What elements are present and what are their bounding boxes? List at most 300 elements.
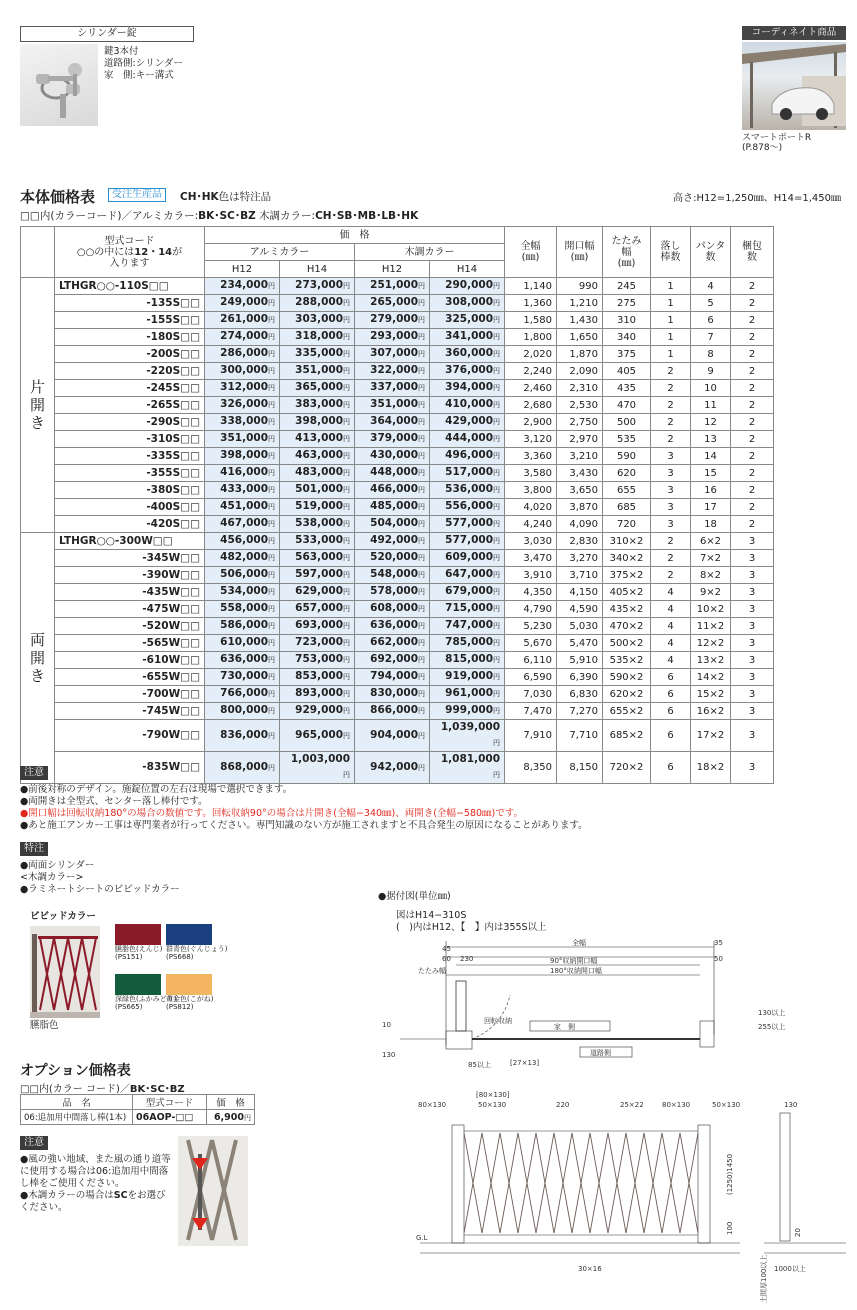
- price-cell: 504,000円: [355, 516, 430, 533]
- price-cell: 610,000円: [205, 635, 280, 652]
- caution-notes: [20, 784, 588, 832]
- price-cell: 265,000円: [355, 295, 430, 312]
- option-note-2-pre: ●木調カラーの場合は: [20, 1190, 114, 1201]
- spec-cell: 1,430: [557, 312, 603, 329]
- price-cell: 466,000円: [355, 482, 430, 499]
- spec-cell: 2: [731, 346, 774, 363]
- price-cell: 293,000円: [355, 329, 430, 346]
- price-cell: 636,000円: [205, 652, 280, 669]
- spec-cell: 3,580: [505, 465, 557, 482]
- special-color-note: [180, 189, 271, 204]
- price-cell: 416,000円: [205, 465, 280, 482]
- spec-cell: 3: [731, 567, 774, 584]
- model-header-text: 型式コード: [104, 235, 155, 247]
- model-code-cell: -420S□□: [55, 516, 205, 533]
- table-row: [21, 329, 774, 346]
- price-cell: 647,000円: [430, 567, 505, 584]
- spec-cell: 2: [731, 312, 774, 329]
- spec-cell: 2: [731, 295, 774, 312]
- spec-cell: 2: [731, 448, 774, 465]
- dim-25x22: 25×22: [620, 1101, 644, 1109]
- table-row: [21, 635, 774, 652]
- spec-cell: 3,870: [557, 499, 603, 516]
- price-cell: 300,000円: [205, 363, 280, 380]
- dim-1000: 1000以上: [774, 1265, 806, 1273]
- spec-cell: 9: [691, 363, 731, 380]
- price-cell: 429,000円: [430, 414, 505, 431]
- option-color-line: [20, 1080, 185, 1095]
- model-header-note-4: 入ります: [109, 257, 150, 269]
- spec-cell: 3: [731, 635, 774, 652]
- model-code-cell: -610W□□: [55, 652, 205, 669]
- swatch-3-name: 深緑色(ふかみどり): [115, 995, 177, 1003]
- carport-photo: [742, 42, 846, 130]
- swatch-4: [166, 974, 213, 1011]
- spec-cell: 2,530: [557, 397, 603, 414]
- wood-h14-header: H14: [430, 261, 505, 278]
- spec-cell: 1: [651, 346, 691, 363]
- spec-cell: 3,270: [557, 550, 603, 567]
- spec-cell: 3: [731, 703, 774, 720]
- model-code-cell: -245S□□: [55, 380, 205, 397]
- price-cell: 965,000円: [280, 720, 355, 752]
- spec-cell: 1,580: [505, 312, 557, 329]
- table-row: [21, 669, 774, 686]
- price-cell: 360,000円: [430, 346, 505, 363]
- spec-cell: 4: [651, 584, 691, 601]
- price-cell: 273,000円: [280, 278, 355, 295]
- price-cell: 800,000円: [205, 703, 280, 720]
- price-cell: 467,000円: [205, 516, 280, 533]
- spec-cell: 2: [731, 414, 774, 431]
- spec-cell: 10: [691, 380, 731, 397]
- price-cell: 322,000円: [355, 363, 430, 380]
- swatch-3-color: [115, 974, 161, 995]
- spec-cell: 2,750: [557, 414, 603, 431]
- panta-header-text-2: 数: [705, 252, 716, 263]
- spec-cell: 11×2: [691, 618, 731, 635]
- spec-cell: 10×2: [691, 601, 731, 618]
- color-line-mid: 木調カラー:: [255, 210, 316, 222]
- made-to-order-badge: 受注生産品: [108, 188, 166, 202]
- spec-cell: 500: [603, 414, 651, 431]
- note-3: ●開口幅は回転収納180°の場合の数値です。回転収納90°の場合は片開き(全幅−340㎜)、両開き(全幅−580㎜)です。: [20, 808, 524, 819]
- table-row: [21, 431, 774, 448]
- spec-cell: 2: [651, 567, 691, 584]
- lattice-pattern: [464, 1133, 698, 1233]
- spec-cell: 14: [691, 448, 731, 465]
- price-cell: 448,000円: [355, 465, 430, 482]
- model-code-cell: -335S□□: [55, 448, 205, 465]
- special-1: ●両面シリンダー: [20, 860, 95, 871]
- price-cell: 715,000円: [430, 601, 505, 618]
- open-header-text: 開口幅: [564, 241, 595, 252]
- option-caution-tag: 注意: [20, 1136, 48, 1150]
- spec-cell: 16: [691, 482, 731, 499]
- price-cell: 1,039,000円: [430, 720, 505, 752]
- table-row: [21, 346, 774, 363]
- dim-220: 220: [556, 1101, 570, 1109]
- group-single-swing: 片 開 き: [21, 278, 55, 533]
- spec-cell: 6,110: [505, 652, 557, 669]
- price-cell: 538,000円: [280, 516, 355, 533]
- spec-cell: 1,360: [505, 295, 557, 312]
- price-cell: 629,000円: [280, 584, 355, 601]
- model-code-cell: -380S□□: [55, 482, 205, 499]
- option-price: [207, 1110, 255, 1125]
- spec-cell: 15: [691, 465, 731, 482]
- price-cell: 394,000円: [430, 380, 505, 397]
- dim-60: 60: [442, 955, 451, 963]
- price-header: 価 格: [205, 227, 505, 244]
- spec-cell: 405: [603, 363, 651, 380]
- spec-cell: 1: [651, 295, 691, 312]
- model-code-cell: LTHGR○○-300W□□: [55, 533, 205, 550]
- spec-cell: 2: [731, 516, 774, 533]
- spec-cell: 3: [651, 499, 691, 516]
- price-cell: 337,000円: [355, 380, 430, 397]
- table-row: [21, 703, 774, 720]
- spec-cell: 2,830: [557, 533, 603, 550]
- special-order-tag: 特注: [20, 842, 48, 856]
- price-cell: 785,000円: [430, 635, 505, 652]
- dim-50: 50: [714, 955, 723, 963]
- vivid-color-title: ビビッドカラー: [30, 911, 96, 922]
- price-cell: 413,000円: [280, 431, 355, 448]
- price-cell: 577,000円: [430, 533, 505, 550]
- price-cell: 534,000円: [205, 584, 280, 601]
- spec-cell: 4: [691, 278, 731, 295]
- table-row: [21, 465, 774, 482]
- price-cell: 723,000円: [280, 635, 355, 652]
- label-rotation: 回転収納: [484, 1017, 512, 1025]
- option-color-codes: BK･SC･BZ: [129, 1084, 185, 1095]
- spec-cell: 6: [651, 686, 691, 703]
- price-cell: 365,000円: [280, 380, 355, 397]
- price-cell: 853,000円: [280, 669, 355, 686]
- table-row: [21, 584, 774, 601]
- price-cell: 1,081,000円: [430, 752, 505, 784]
- swatch-2-name: 群青色(ぐんじょう): [166, 945, 228, 953]
- spec-cell: 14×2: [691, 669, 731, 686]
- spec-cell: 1,870: [557, 346, 603, 363]
- dim-open-180: 180°収納開口幅: [550, 967, 602, 975]
- spec-cell: 7,470: [505, 703, 557, 720]
- option-code-header: 型式コード: [133, 1095, 207, 1110]
- open-header: [557, 227, 603, 278]
- price-cell: 234,000円: [205, 278, 280, 295]
- spec-cell: 535: [603, 431, 651, 448]
- double-swing-rows: [21, 533, 774, 784]
- dim-50x130-b: 50×130: [712, 1101, 741, 1109]
- spec-cell: 2: [731, 363, 774, 380]
- price-cell: 286,000円: [205, 346, 280, 363]
- height-note: 高さ:H12=1,250㎜、H14=1,450㎜: [673, 193, 841, 204]
- spec-cell: 17×2: [691, 720, 731, 752]
- spec-cell: 8×2: [691, 567, 731, 584]
- option-price-header: 価 格: [207, 1095, 255, 1110]
- price-cell: 261,000円: [205, 312, 280, 329]
- spec-cell: 3,710: [557, 567, 603, 584]
- price-cell: 506,000円: [205, 567, 280, 584]
- swatch-1: [115, 924, 162, 961]
- single-swing-rows: [21, 278, 774, 533]
- dim-bracket: [27×13]: [510, 1059, 540, 1067]
- cylinder-details: [104, 46, 183, 82]
- wood-header: 木調カラー: [355, 244, 505, 261]
- spec-cell: 500×2: [603, 635, 651, 652]
- price-cell: 536,000円: [430, 482, 505, 499]
- spec-cell: 3: [651, 516, 691, 533]
- pack-header-text: 梱包: [742, 241, 762, 252]
- dim-fold: たたみ幅: [418, 967, 446, 975]
- spec-cell: 310: [603, 312, 651, 329]
- price-cell: 351,000円: [355, 397, 430, 414]
- spec-cell: 5,230: [505, 618, 557, 635]
- price-cell: 548,000円: [355, 567, 430, 584]
- price-cell: 578,000円: [355, 584, 430, 601]
- width-header-text: 全幅: [520, 241, 541, 252]
- price-cell: 558,000円: [205, 601, 280, 618]
- option-note-2-code: SC: [113, 1190, 128, 1201]
- model-code-cell: -835W□□: [55, 752, 205, 784]
- spec-cell: 7,710: [557, 720, 603, 752]
- table-row: [21, 567, 774, 584]
- spec-cell: 2: [651, 533, 691, 550]
- dim-255: 255以上: [758, 1023, 786, 1031]
- pack-header: [731, 227, 774, 278]
- spec-cell: 340: [603, 329, 651, 346]
- drop-rod-photo: [178, 1136, 248, 1246]
- option-notes: [20, 1154, 172, 1214]
- spec-cell: 6,830: [557, 686, 603, 703]
- open-header-unit: (㎜): [570, 252, 589, 263]
- vivid-gate-photo: [30, 926, 100, 1018]
- spec-cell: 1,800: [505, 329, 557, 346]
- special-color-text: 色は特注品: [218, 191, 272, 203]
- option-table: [20, 1094, 255, 1125]
- spec-cell: 2: [731, 431, 774, 448]
- spec-cell: 590: [603, 448, 651, 465]
- spec-cell: 4: [651, 635, 691, 652]
- spec-cell: 7×2: [691, 550, 731, 567]
- spec-cell: 6: [651, 669, 691, 686]
- dim-30x16: 30×16: [578, 1265, 602, 1273]
- spec-cell: 2: [731, 465, 774, 482]
- spec-cell: 12×2: [691, 635, 731, 652]
- dim-130-left: 130: [382, 1051, 396, 1059]
- spec-cell: 2: [651, 414, 691, 431]
- spec-cell: 3: [731, 533, 774, 550]
- width-header: [505, 227, 557, 278]
- drawing-title: ●据付図(単位㎜): [378, 891, 451, 902]
- spec-cell: 470: [603, 397, 651, 414]
- price-cell: 609,000円: [430, 550, 505, 567]
- price-cell: 430,000円: [355, 448, 430, 465]
- spec-cell: 340×2: [603, 550, 651, 567]
- price-cell: 451,000円: [205, 499, 280, 516]
- spec-cell: 16×2: [691, 703, 731, 720]
- model-code-cell: -520W□□: [55, 618, 205, 635]
- price-cell: 836,000円: [205, 720, 280, 752]
- spec-cell: 18×2: [691, 752, 731, 784]
- spec-cell: 2: [731, 499, 774, 516]
- price-cell: 753,000円: [280, 652, 355, 669]
- price-cell: 679,000円: [430, 584, 505, 601]
- alu-colors: BK･SC･BZ: [198, 210, 256, 222]
- price-cell: 794,000円: [355, 669, 430, 686]
- fold-header-unit: (㎜): [617, 257, 636, 269]
- keys-icon: [20, 44, 98, 126]
- price-cell: 335,000円: [280, 346, 355, 363]
- cylinder-title: シリンダー錠: [20, 26, 194, 42]
- dim-35: 35: [714, 939, 723, 947]
- spec-cell: 1: [651, 312, 691, 329]
- coordinate-caption: [742, 133, 811, 153]
- spec-cell: 3: [731, 618, 774, 635]
- spec-cell: 3,210: [557, 448, 603, 465]
- price-cell: 351,000円: [280, 363, 355, 380]
- price-cell: 693,000円: [280, 618, 355, 635]
- model-code-cell: -435W□□: [55, 584, 205, 601]
- spec-cell: 2: [651, 397, 691, 414]
- spec-cell: 245: [603, 278, 651, 295]
- swatch-2: [166, 924, 227, 961]
- table-row: [21, 720, 774, 752]
- option-note-2: [20, 1190, 172, 1214]
- price-cell: 433,000円: [205, 482, 280, 499]
- model-header-note: [59, 247, 200, 258]
- price-cell: 517,000円: [430, 465, 505, 482]
- price-cell: 520,000円: [355, 550, 430, 567]
- model-header: [55, 227, 205, 278]
- spec-cell: 720×2: [603, 752, 651, 784]
- dim-80x130-bracket: [80×130]: [476, 1091, 510, 1099]
- table-row: [21, 380, 774, 397]
- spec-cell: 435×2: [603, 601, 651, 618]
- price-cell: 866,000円: [355, 703, 430, 720]
- drawing-sub-2: ( )内はH12、【 】内は355S以上: [396, 922, 547, 933]
- table-row: [21, 618, 774, 635]
- spec-cell: 3: [731, 584, 774, 601]
- spec-cell: 8,350: [505, 752, 557, 784]
- spec-cell: 3: [731, 752, 774, 784]
- price-cell: 815,000円: [430, 652, 505, 669]
- table-row: [21, 278, 774, 295]
- spec-cell: 15×2: [691, 686, 731, 703]
- price-cell: 501,000円: [280, 482, 355, 499]
- spec-cell: 1: [651, 329, 691, 346]
- model-code-cell: LTHGR○○-110S□□: [55, 278, 205, 295]
- wood-h12-header: H12: [355, 261, 430, 278]
- spec-cell: 3,470: [505, 550, 557, 567]
- spec-cell: 4,020: [505, 499, 557, 516]
- alu-h12-header: H12: [205, 261, 280, 278]
- price-cell: 556,000円: [430, 499, 505, 516]
- price-cell: 364,000円: [355, 414, 430, 431]
- spec-cell: 620: [603, 465, 651, 482]
- dim-45: 45: [442, 945, 451, 953]
- dim-80x130-a: 80×130: [418, 1101, 447, 1109]
- price-cell: 485,000円: [355, 499, 430, 516]
- spec-cell: 2,460: [505, 380, 557, 397]
- model-header-note-2: 12・14: [134, 246, 173, 258]
- swatch-2-code: (PS668): [166, 953, 194, 961]
- spec-cell: 2,090: [557, 363, 603, 380]
- spec-cell: 2,900: [505, 414, 557, 431]
- price-cell: 533,000円: [280, 533, 355, 550]
- option-price-value: 6,900: [213, 1111, 244, 1123]
- spec-cell: 7: [691, 329, 731, 346]
- spec-cell: 685: [603, 499, 651, 516]
- spec-cell: 17: [691, 499, 731, 516]
- spec-cell: 6: [691, 312, 731, 329]
- option-color-pre: □□内(カラー コード)／: [20, 1084, 130, 1095]
- installation-drawing: [360, 935, 850, 1307]
- model-code-cell: -700W□□: [55, 686, 205, 703]
- dim-130-side: 130: [784, 1101, 798, 1109]
- spec-cell: 655×2: [603, 703, 651, 720]
- price-cell: 410,000円: [430, 397, 505, 414]
- special-order-notes: [20, 860, 180, 896]
- model-code-cell: -310S□□: [55, 431, 205, 448]
- model-code-cell: -155S□□: [55, 312, 205, 329]
- price-cell: 341,000円: [430, 329, 505, 346]
- spec-cell: 1: [651, 278, 691, 295]
- spec-cell: 275: [603, 295, 651, 312]
- spec-cell: 2,240: [505, 363, 557, 380]
- special-3: ●ラミネートシートのビビッドカラー: [20, 884, 180, 895]
- spec-cell: 655: [603, 482, 651, 499]
- spec-cell: 7,910: [505, 720, 557, 752]
- model-header-note-3: が: [172, 246, 183, 258]
- spec-cell: 7,270: [557, 703, 603, 720]
- spec-cell: 4: [651, 652, 691, 669]
- spec-cell: 720: [603, 516, 651, 533]
- spec-cell: 5: [691, 295, 731, 312]
- model-code-cell: -135S□□: [55, 295, 205, 312]
- table-row: [21, 363, 774, 380]
- spec-cell: 3: [651, 448, 691, 465]
- dim-height: (1250)1450: [726, 1153, 734, 1195]
- fold-header: [603, 227, 651, 278]
- note-1: ●前後対称のデザイン。施錠位置の左右は現場で選択できます。: [20, 784, 293, 795]
- spec-cell: 1,650: [557, 329, 603, 346]
- spec-cell: 4,150: [557, 584, 603, 601]
- model-code-cell: -655W□□: [55, 669, 205, 686]
- price-cell: 326,000円: [205, 397, 280, 414]
- price-cell: 730,000円: [205, 669, 280, 686]
- spec-cell: 5,910: [557, 652, 603, 669]
- price-cell: 312,000円: [205, 380, 280, 397]
- price-cell: 519,000円: [280, 499, 355, 516]
- spec-cell: 1,210: [557, 295, 603, 312]
- spec-cell: 4: [651, 618, 691, 635]
- spec-cell: 6×2: [691, 533, 731, 550]
- spec-cell: 18: [691, 516, 731, 533]
- table-row: [21, 516, 774, 533]
- spec-cell: 3,120: [505, 431, 557, 448]
- spec-cell: 3,800: [505, 482, 557, 499]
- spec-cell: 5,470: [557, 635, 603, 652]
- drop-header-text-2: 棒数: [660, 252, 681, 263]
- option-price-yen: 円: [244, 1113, 251, 1122]
- model-code-cell: -745W□□: [55, 703, 205, 720]
- price-cell: 942,000円: [355, 752, 430, 784]
- pack-header-text-2: 数: [747, 252, 757, 263]
- price-cell: 747,000円: [430, 618, 505, 635]
- price-cell: 692,000円: [355, 652, 430, 669]
